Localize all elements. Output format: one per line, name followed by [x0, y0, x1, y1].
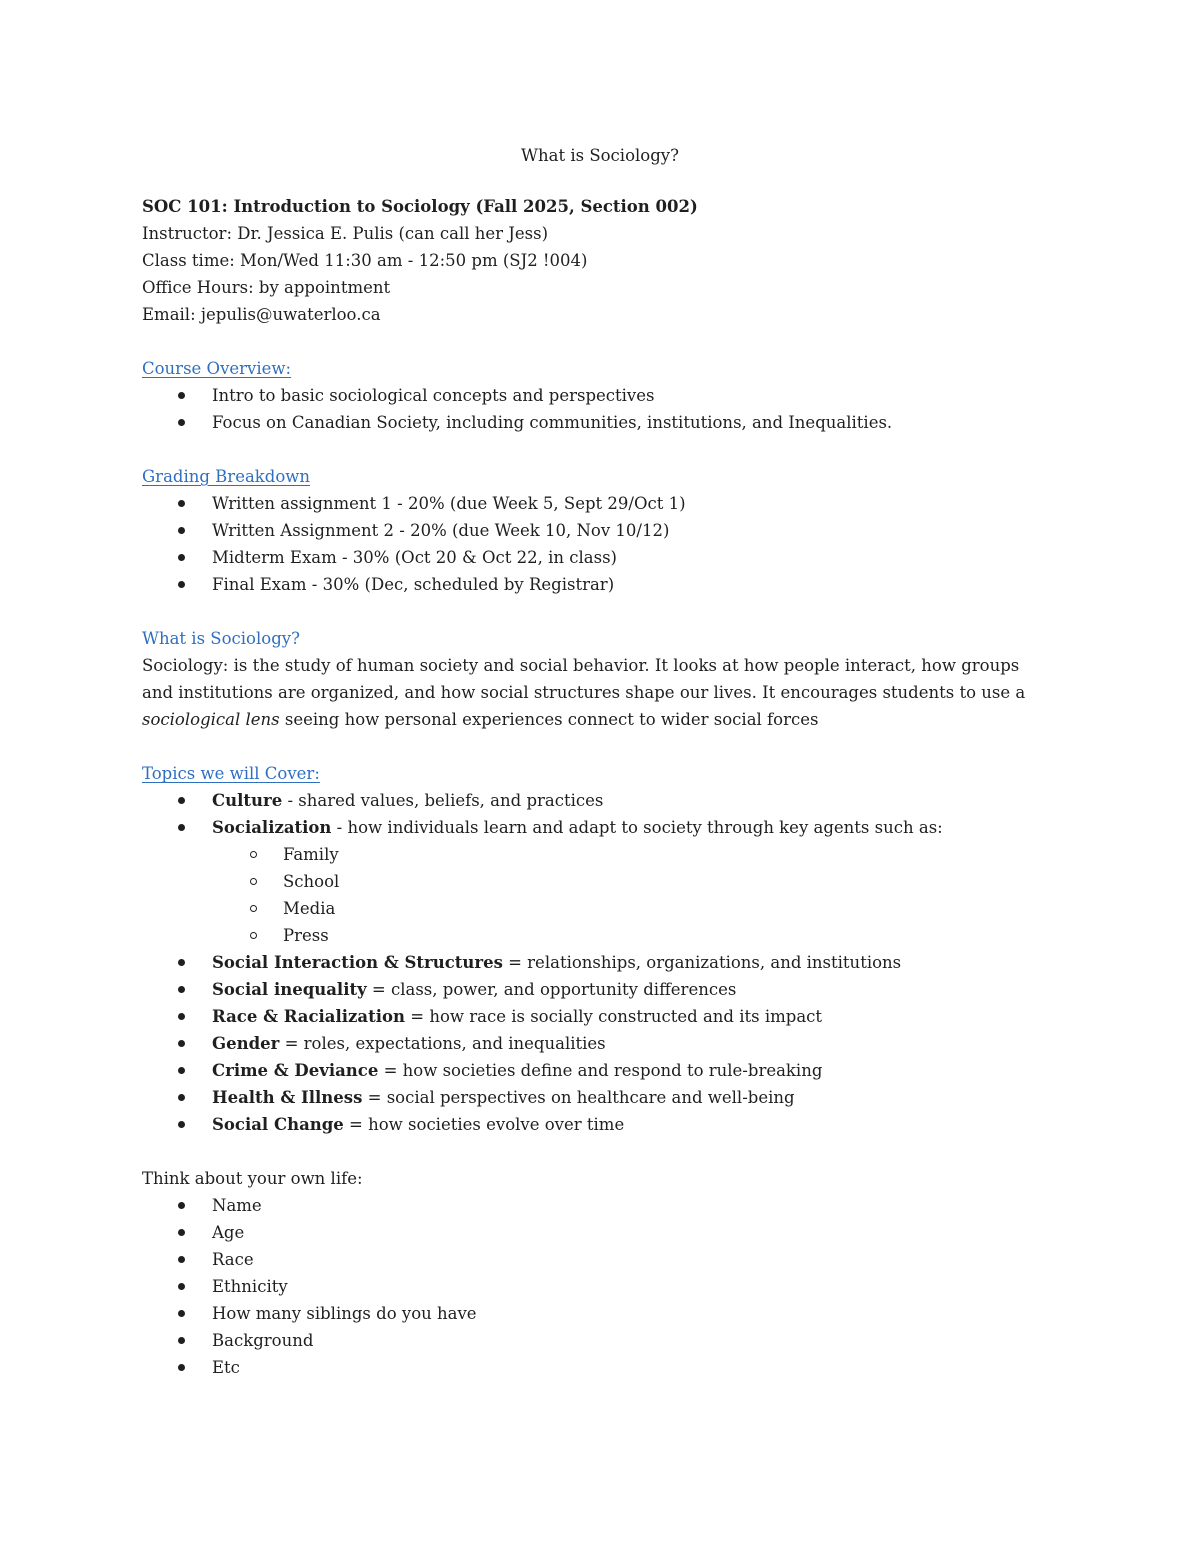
list-item: Gender = roles, expectations, and inequalities — [142, 1030, 1102, 1057]
bullet-icon — [178, 1013, 185, 1020]
list-item: Race & Racialization = how race is socially constructed and its impact — [142, 1003, 1102, 1030]
list-item: Name — [142, 1192, 1102, 1219]
hollow-bullet-icon — [250, 878, 257, 885]
list-item: Midterm Exam - 30% (Oct 20 & Oct 22, in class) — [142, 544, 1102, 571]
class-time: Class time: Mon/Wed 11:30 am - 12:50 pm (SJ2 !004) — [142, 251, 588, 270]
document-body — [142, 193, 1102, 1381]
bullet-icon — [178, 824, 185, 831]
sub-list-item: School — [142, 868, 1102, 895]
bullet-icon — [178, 1310, 185, 1317]
sub-list-item: Press — [142, 922, 1102, 949]
list-item: Social inequality = class, power, and opportunity differences — [142, 976, 1102, 1003]
think-heading: Think about your own life: — [142, 1169, 363, 1188]
bullet-icon — [178, 1256, 185, 1263]
list-item: Written assignment 1 - 20% (due Week 5, Sept 29/Oct 1) — [142, 490, 1102, 517]
list-item: Health & Illness = social perspectives on healthcare and well-being — [142, 1084, 1102, 1111]
instructor: Instructor: Dr. Jessica E. Pulis (can call her Jess) — [142, 224, 549, 243]
list-item: Final Exam - 30% (Dec, scheduled by Registrar) — [142, 571, 1102, 598]
grading-breakdown-heading[interactable]: Grading Breakdown — [142, 467, 311, 486]
bullet-icon — [178, 1229, 185, 1236]
bullet-icon — [178, 581, 185, 588]
list-item: Social Change = how societies evolve over time — [142, 1111, 1102, 1138]
list-item: Etc — [142, 1354, 1102, 1381]
topics-heading[interactable]: Topics we will Cover: — [142, 764, 320, 783]
bullet-icon — [178, 959, 185, 966]
list-item: Socialization - how individuals learn and adapt to society through key agents such as: — [142, 814, 1102, 841]
think-list — [142, 1192, 1102, 1381]
list-item: Social Interaction & Structures = relationships, organizations, and institutions — [142, 949, 1102, 976]
bullet-icon — [178, 554, 185, 561]
page-title: What is Sociology? — [521, 146, 679, 165]
list-item: Intro to basic sociological concepts and perspectives — [142, 382, 1102, 409]
bullet-icon — [178, 986, 185, 993]
list-item: Age — [142, 1219, 1102, 1246]
bullet-icon — [178, 1121, 185, 1128]
bullet-icon — [178, 527, 185, 534]
bullet-icon — [178, 392, 185, 399]
sociology-definition: Sociology: is the study of human society and social behavior. It looks at how people interact, how groups and institutions are organized, and how social structures shape our lives. It encourages students to use a sociological lens seeing how personal experiences connect to wider social forces — [142, 656, 1026, 729]
email: Email: jepulis@uwaterloo.ca — [142, 305, 381, 324]
course-name: SOC 101: Introduction to Sociology (Fall 2025, Section 002) — [142, 197, 698, 216]
bullet-icon — [178, 1094, 185, 1101]
office-hours: Office Hours: by appointment — [142, 278, 391, 297]
hollow-bullet-icon — [250, 932, 257, 939]
hollow-bullet-icon — [250, 905, 257, 912]
bullet-icon — [178, 1364, 185, 1371]
sub-list-item: Media — [142, 895, 1102, 922]
bullet-icon — [178, 500, 185, 507]
topics-list — [142, 787, 1102, 1138]
hollow-bullet-icon — [250, 851, 257, 858]
list-item: Ethnicity — [142, 1273, 1102, 1300]
list-item: Written Assignment 2 - 20% (due Week 10, Nov 10/12) — [142, 517, 1102, 544]
sub-list-item: Family — [142, 841, 1102, 868]
grading-list — [142, 490, 1102, 598]
course-overview-heading[interactable]: Course Overview: — [142, 359, 292, 378]
list-item: Focus on Canadian Society, including communities, institutions, and Inequalities. — [142, 409, 1102, 436]
list-item: Culture - shared values, beliefs, and practices — [142, 787, 1102, 814]
what-is-sociology-heading: What is Sociology? — [142, 629, 300, 648]
list-item: Race — [142, 1246, 1102, 1273]
bullet-icon — [178, 1040, 185, 1047]
bullet-icon — [178, 797, 185, 804]
bullet-icon — [178, 1067, 185, 1074]
bullet-icon — [178, 1337, 185, 1344]
list-item: How many siblings do you have — [142, 1300, 1102, 1327]
bullet-icon — [178, 419, 185, 426]
bullet-icon — [178, 1202, 185, 1209]
bullet-icon — [178, 1283, 185, 1290]
list-item: Crime & Deviance = how societies define and respond to rule-breaking — [142, 1057, 1102, 1084]
list-item: Background — [142, 1327, 1102, 1354]
course-overview-list — [142, 382, 1102, 436]
